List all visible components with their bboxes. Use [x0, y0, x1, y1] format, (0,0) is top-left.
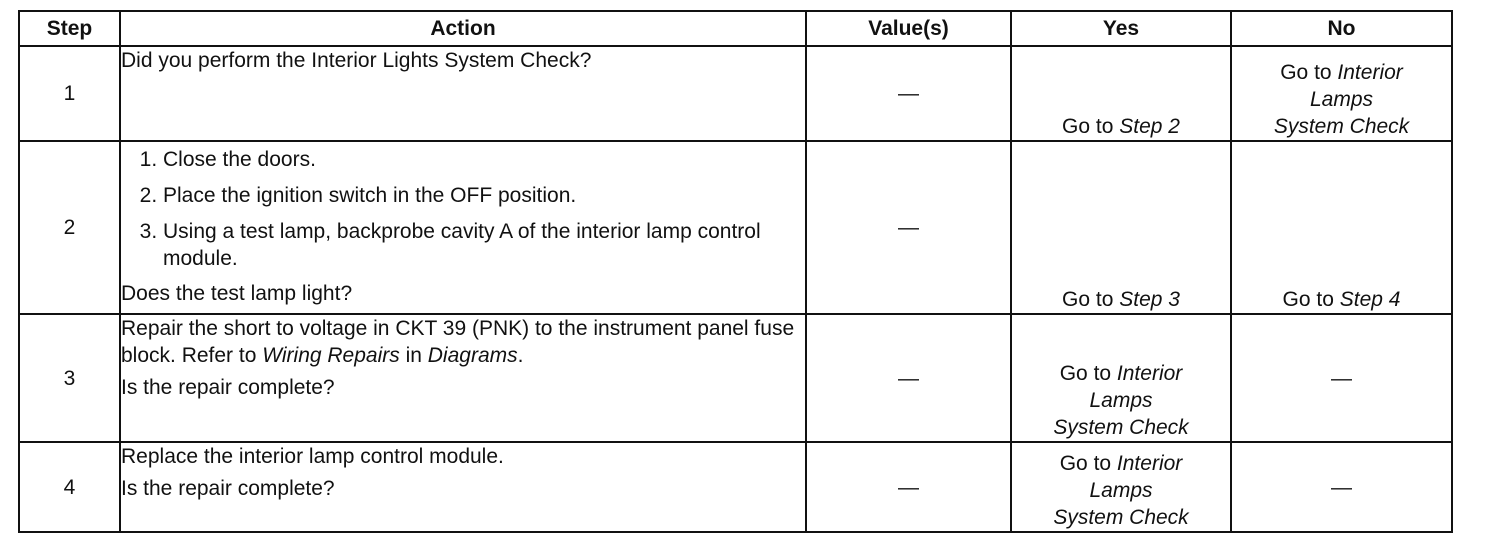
header-no: No [1231, 11, 1452, 46]
action-instruction: Replace the interior lamp control module. [121, 445, 504, 468]
action-step-item: 1. Close the doors. [163, 146, 805, 173]
action-text: Repair the short to voltage in CKT 39 (PNK) to the instrument panel fuse block. Refer to [121, 317, 795, 367]
table-row [19, 314, 1452, 442]
action-step-item: 2. Place the ignition switch in the OFF position. [163, 182, 805, 209]
yes-cell [1011, 314, 1231, 442]
yes-ref-line-2: Lamps [1089, 389, 1153, 412]
no-prefix: Go to [1282, 288, 1340, 311]
yes-step-ref: Step 2 [1119, 115, 1180, 138]
yes-ref-line-1: Interior [1116, 452, 1183, 475]
table-row [19, 141, 1452, 314]
step-number: 4 [19, 442, 120, 532]
yes-step-ref: Step 3 [1119, 288, 1180, 311]
yes-prefix: Go to [1062, 288, 1120, 311]
no-cell [1231, 141, 1452, 314]
action-question: Did you perform the Interior Lights System Check? [121, 49, 592, 72]
yes-prefix: Go to [1059, 452, 1117, 475]
no-cell: — [1231, 314, 1452, 442]
yes-cell [1011, 46, 1231, 141]
header-values: Value(s) [806, 11, 1011, 46]
yes-cell [1011, 442, 1231, 532]
yes-cell [1011, 141, 1231, 314]
diagnostic-table [18, 10, 1453, 533]
no-step-ref: Step 4 [1339, 288, 1401, 311]
header-step: Step [19, 11, 120, 46]
no-cell: — [1231, 442, 1452, 532]
step-number: 1 [19, 46, 120, 141]
action-step-item: 3. Using a test lamp, backprobe cavity A of the interior lamp control module. [163, 218, 805, 272]
value-cell: — [806, 141, 1011, 314]
value-cell: — [806, 442, 1011, 532]
no-ref-line-1: Interior [1337, 61, 1403, 84]
header-yes: Yes [1011, 11, 1231, 46]
header-row [19, 11, 1452, 46]
action-instruction [121, 315, 805, 369]
value-cell: — [806, 314, 1011, 442]
no-prefix: Go to [1280, 61, 1338, 84]
yes-prefix: Go to [1062, 115, 1120, 138]
action-question: Is the repair complete? [121, 376, 335, 399]
table-row [19, 442, 1452, 532]
diagrams-ref: Diagrams [427, 344, 518, 367]
action-cell [120, 314, 806, 442]
header-action: Action [120, 11, 806, 46]
action-mid-text: in [399, 344, 428, 367]
action-cell [120, 141, 806, 314]
step-number: 3 [19, 314, 120, 442]
table-row [19, 46, 1452, 141]
action-steps-list [121, 146, 805, 272]
action-cell [120, 442, 806, 532]
action-question: Does the test lamp light? [121, 282, 353, 305]
yes-ref-line-1: Interior [1116, 362, 1183, 385]
yes-ref-line-3: System Check [1053, 506, 1189, 529]
no-cell [1231, 46, 1452, 141]
yes-ref-line-3: System Check [1053, 416, 1189, 439]
action-cell [120, 46, 806, 141]
no-ref-line-2: Lamps [1309, 88, 1374, 111]
wiring-repairs-ref: Wiring Repairs [262, 344, 400, 367]
action-question: Is the repair complete? [121, 477, 335, 500]
step-number: 2 [19, 141, 120, 314]
value-cell: — [806, 46, 1011, 141]
yes-ref-line-2: Lamps [1089, 479, 1153, 502]
no-ref-line-3: System Check [1273, 115, 1410, 138]
yes-prefix: Go to [1059, 362, 1117, 385]
action-end-text: . [517, 344, 524, 367]
